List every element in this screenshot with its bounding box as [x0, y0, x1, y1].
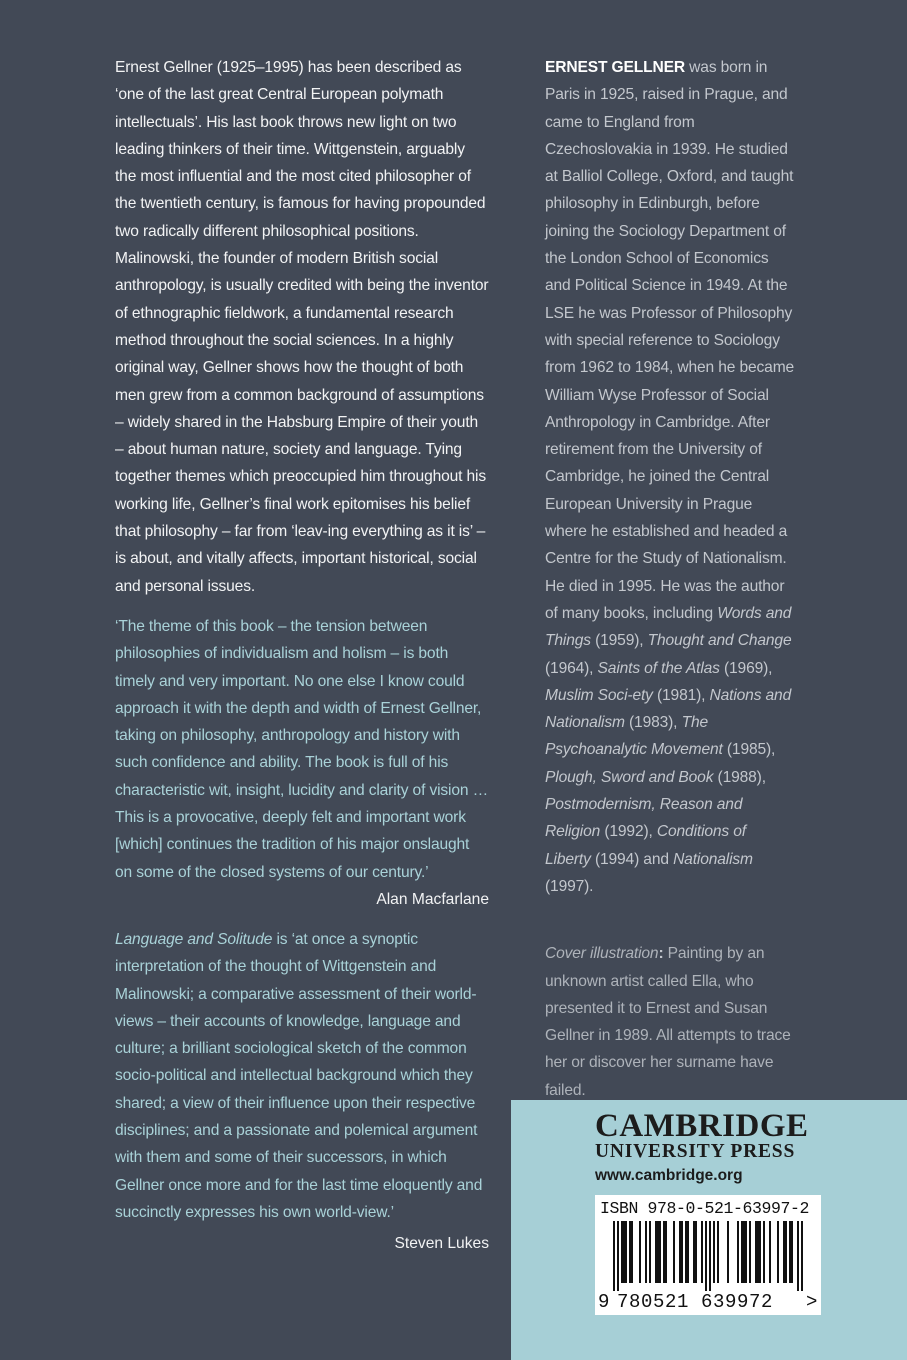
barcode-bar [757, 1221, 759, 1283]
barcode-bar [709, 1221, 711, 1291]
quote-book-title: Language and Solitude [115, 930, 273, 948]
barcode-bar [659, 1221, 661, 1283]
book-year: (1983), [624, 714, 682, 732]
book-year: (1992), [600, 823, 657, 841]
barcode-bar [639, 1221, 641, 1283]
barcode-bar [613, 1221, 615, 1291]
cover-label: Cover illustration [545, 945, 659, 963]
book-year: (1994) and [590, 850, 674, 868]
publisher-subname: UNIVERSITY PRESS [595, 1141, 796, 1162]
book-title: Postmodernism, Reason and Religion [545, 796, 743, 841]
barcode-bar [687, 1221, 689, 1283]
publisher-url: www.cambridge.org [595, 1167, 743, 1184]
book-title: Thought and Change [647, 632, 792, 650]
barcode-bar [789, 1221, 791, 1283]
barcode-first-digit: 9 [598, 1291, 611, 1313]
book-title: Saints of the Atlas [597, 659, 720, 677]
barcode-bar [791, 1221, 793, 1283]
barcode-bar [681, 1221, 683, 1283]
barcode-bar [801, 1221, 803, 1291]
author-biography [545, 54, 795, 900]
barcode-bar [745, 1221, 747, 1283]
barcode-bar [649, 1221, 651, 1283]
publisher-panel [511, 1100, 907, 1360]
barcode-bar [759, 1221, 761, 1283]
book-title: The Psychoanalytic Movement [545, 714, 723, 759]
barcode-bar [717, 1221, 719, 1283]
isbn-text: ISBN 978-0-521-63997-2 [600, 1199, 810, 1218]
barcode-bars [595, 1221, 821, 1291]
barcode-bar [769, 1221, 771, 1283]
book-year: (1964), [545, 659, 598, 677]
cover-colon: : [658, 945, 664, 963]
barcode-bar [645, 1221, 647, 1283]
publisher-name: CAMBRIDGE [595, 1108, 809, 1144]
barcode-bar [705, 1221, 707, 1291]
book-year: (1959), [590, 632, 648, 650]
book-title: Nationalism [673, 850, 753, 868]
book-title: Conditions of Liberty [545, 823, 746, 868]
barcode-bar [727, 1221, 729, 1283]
barcode-bar [737, 1221, 739, 1283]
barcode-bar [629, 1221, 631, 1283]
barcode-bar [785, 1221, 787, 1283]
barcode-bar [625, 1221, 627, 1283]
barcode-bar [693, 1221, 695, 1283]
quote-author-lukes: Steven Lukes [394, 1235, 489, 1253]
barcode-bar [657, 1221, 659, 1283]
book-year: (1985), [722, 741, 776, 759]
barcode-bar [743, 1221, 745, 1283]
review-quote-macfarlane: ‘The theme of this book – the tension between philosophies of individualism and holism – is both timely and very important. No one else I know could approach it with the depth and width of Ernest Gellner, taking on philosophy, anthropology and history with such confidence and ability. The book is full of his characteristic wit, insight, lucidity and clarity of vision … This is a provocative, deeply felt and important work [which] continues the tradition of his major onslaught on some of the closed systems of our century.’ [115, 617, 489, 881]
book-list [545, 605, 791, 895]
barcode-arrow: > [806, 1291, 819, 1313]
barcode-label [595, 1195, 821, 1315]
barcode-bar [713, 1221, 715, 1283]
barcode-bar [617, 1221, 619, 1291]
barcode-digits: 780521 639972 [617, 1291, 774, 1313]
barcode-bar [623, 1221, 625, 1283]
barcode-bar [763, 1221, 765, 1283]
author-name: ERNEST GELLNER [545, 59, 685, 76]
barcode-bar [631, 1221, 633, 1283]
right-column [545, 54, 795, 1104]
barcode-bar [685, 1221, 687, 1283]
left-column [115, 54, 489, 1257]
barcode-bar [655, 1221, 657, 1283]
book-title: Muslim Soci-ety [545, 686, 653, 704]
review-quote-lukes [115, 926, 489, 1226]
barcode-bar [663, 1221, 665, 1283]
cover-text: Painting by an unknown artist called Ella, who presented it to Ernest and Susan Gellner in 1989. All attempts to trace her or discover her surname have failed. [545, 945, 791, 1099]
barcode-bar [755, 1221, 757, 1283]
barcode-bar [665, 1221, 667, 1283]
barcode-bar [783, 1221, 785, 1283]
barcode-bar [701, 1221, 703, 1283]
barcode-bar [695, 1221, 697, 1283]
barcode-bar [749, 1221, 751, 1283]
barcode-bar [777, 1221, 779, 1283]
cover-illustration-credit [545, 940, 795, 1104]
book-title: Words and Things [545, 604, 792, 650]
book-year: (1981), [652, 686, 710, 704]
book-title: Nations and Nationalism [545, 686, 792, 732]
barcode-bar [797, 1221, 799, 1291]
barcode-bar [621, 1221, 623, 1283]
book-year: (1969), [719, 659, 773, 677]
book-title: Plough, Sword and Book [545, 768, 714, 786]
book-year: (1997). [545, 877, 594, 895]
quote-text-lukes: is ‘at once a synoptic interpretation of the thought of Wittgenstein and Malinowski; a comparative assessment of their world-views – their accounts of knowledge, language and culture; a brilliant sociological sketch of the common socio-political and intellectual background which they shared; a view of their influence upon their respective disciplines; and a passionate and polemical argument with them and some of their successors, in which Gellner once more and for the last time eloquently and succinctly expresses his own world-view.’ [115, 930, 483, 1221]
bio-text: was born in Paris in 1925, raised in Prague, and came to England from Czechoslovakia in 1939. He studied at Balliol College, Oxford, and taught philosophy in Edinburgh, before joining the Sociology Department of the London School of Economics and Political Science in 1949. At the LSE he was Professor of Philosophy with special reference to Sociology from 1962 to 1984, when he became William Wyse Professor of Social Anthropology in Cambridge. After retirement from the University of Cambridge, he joined the Central European University in Prague where he established and headed a Centre for the Study of Nationalism. He died in 1995. He was the author of many books, including [545, 59, 795, 622]
barcode-bar [673, 1221, 675, 1283]
book-description: Ernest Gellner (1925–1995) has been described as ‘one of the last great Central European polymath intellectuals’. His last book throws new light on two leading thinkers of their time. Wittgenstein, arguably the most influential and the most cited philosopher of the twentieth century, is famous for having propounded two radically different philosophical positions. Malinowski, the founder of modern British social anthropology, is usually credited with being the inventor of ethnographic fieldwork, a fundamental research method throughout the social sciences. In a highly original way, Gellner shows how the thought of both men grew from a common background of assumptions – widely shared in the Habsburg Empire of their youth – about human nature, society and language. Tying together themes which preoccupied him throughout his working life, Gellner’s final work epitomises his belief that philosophy – far from ‘leav-ing everything as it is’ – is about, and vitally affects, important historical, social and personal issues. [115, 59, 489, 595]
book-year: (1988), [713, 768, 766, 786]
barcode-bar [679, 1221, 681, 1283]
barcode-bar [741, 1221, 743, 1283]
quote-author-macfarlane: Alan Macfarlane [376, 890, 489, 908]
